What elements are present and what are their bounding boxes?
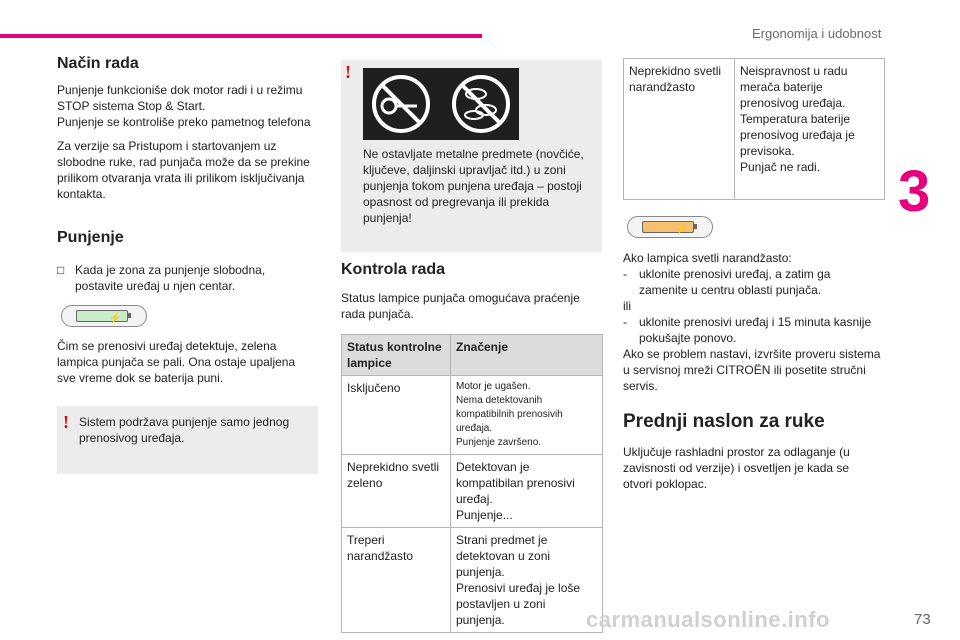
- punjenje-paragraph-2: Čim se prenosivi uređaj detektuje, zelena lampica punjača se pali. Ona ostaje upaljena sve vreme dok se baterija puni.: [57, 339, 296, 385]
- table-row: [624, 59, 885, 200]
- watermark: carmanualsonline.info: [586, 607, 830, 632]
- status-table-continued: [623, 58, 885, 200]
- page-number: 73: [914, 611, 931, 628]
- nacin-paragraph-2: Punjenje se kontroliše preko pametnog telefona: [57, 115, 311, 129]
- warning-text: Ne ostavljate metalne predmete (novčiće, ključeve, daljinski upravljač itd.) u zoni punjenja tokom punjena uređaja – postoji opasnost od pregrevanja ili prekida punjenja!: [363, 147, 584, 225]
- table-cell-status: Neprekidno svetli zeleno: [342, 455, 451, 528]
- table-cell-meaning: Neispravnost u radu merača baterije prenosivog uređaja. Temperatura baterije prenosivog uređaja je previsoka. Punjač ne radi.: [735, 59, 885, 200]
- charger-lamp-green-icon: ⚡: [61, 305, 147, 327]
- warning-text: Sistem podržava punjenje samo jednog prenosivog uređaja.: [79, 415, 290, 445]
- bullet-marker: □: [57, 263, 65, 277]
- punjenje-bullet: Kada je zona za punjenje slobodna, postavite uređaj u njen centar.: [75, 263, 266, 293]
- table-cell-meaning: Motor je ugašen. Nema detektovanih kompatibilnih prenosivih uređaja. Punjenje završeno.: [451, 376, 603, 455]
- nacin-paragraph-1: Punjenje funkcioniše dok motor radi i u režimu STOP sistema Stop & Start.: [57, 83, 303, 113]
- table-header-row: [342, 335, 603, 376]
- table-header-status: Status kontrolne lampice: [342, 335, 451, 376]
- naslon-paragraph: Uključuje rashladni prostor za odlaganje (u zavisnosti od verzije) i osvetljen je kada se otvori poklopac.: [623, 445, 850, 491]
- section-title-kontrola-rada: Kontrola rada: [341, 261, 446, 278]
- warning-box-single-device: [57, 406, 318, 474]
- table-cell-meaning: Strani predmet je detektovan u zoni punjenja. Prenosivi uređaj je loše postavljen u zoni punjenja.: [451, 528, 603, 633]
- warning-box-metal-objects: [341, 60, 602, 252]
- table-cell-meaning: Detektovan je kompatibilan prenosivi uređaj. Punjenje...: [451, 455, 603, 528]
- dash-marker: -: [623, 267, 627, 281]
- table-cell-status: Isključeno: [342, 376, 451, 455]
- orange-step-2: uklonite prenosivi uređaj i 15 minuta kasnije pokušajte ponovo.: [639, 315, 872, 345]
- warning-icon: !: [345, 62, 351, 82]
- orange-closing: Ako se problem nastavi, izvršite proveru sistema u servisnoj mreži CITROËN ili posetite stručni servis.: [623, 347, 881, 393]
- chapter-title: Ergonomija i udobnost: [752, 26, 882, 41]
- kontrola-paragraph: Status lampice punjača omogućava praćenje rada punjača.: [341, 291, 580, 321]
- section-title-nacin-rada: Način rada: [57, 55, 139, 72]
- table-cell-status: Neprekidno svetli narandžasto: [624, 59, 735, 200]
- table-row: [342, 376, 603, 455]
- table-header-meaning: Značenje: [451, 335, 603, 376]
- orange-step-1: uklonite prenosivi uređaj, a zatim ga zamenite u centru oblasti punjača.: [639, 267, 831, 297]
- table-row: [342, 455, 603, 528]
- orange-or: ili: [623, 299, 631, 313]
- charger-lamp-orange-icon: ⚡: [627, 216, 713, 238]
- warning-icon: !: [63, 412, 69, 432]
- chapter-number: 3: [898, 159, 931, 224]
- orange-intro: Ako lampica svetli narandžasto:: [623, 251, 792, 265]
- no-metal-objects-pictogram: [363, 68, 519, 140]
- header-accent-bar: [0, 34, 482, 38]
- nacin-paragraph-3: Za verzije sa Pristupom i startovanjem uz slobodne ruke, rad punjača može da se prekine prilikom otvaranja vrata ili prilikom isključivanja kontakta.: [57, 139, 310, 201]
- section-title-naslon: Prednji naslon za ruke: [623, 411, 825, 432]
- dash-marker: -: [623, 315, 627, 329]
- section-title-punjenje: Punjenje: [57, 229, 124, 246]
- table-cell-status: Treperi narandžasto: [342, 528, 451, 633]
- status-table: [341, 334, 603, 633]
- table-row: [342, 528, 603, 633]
